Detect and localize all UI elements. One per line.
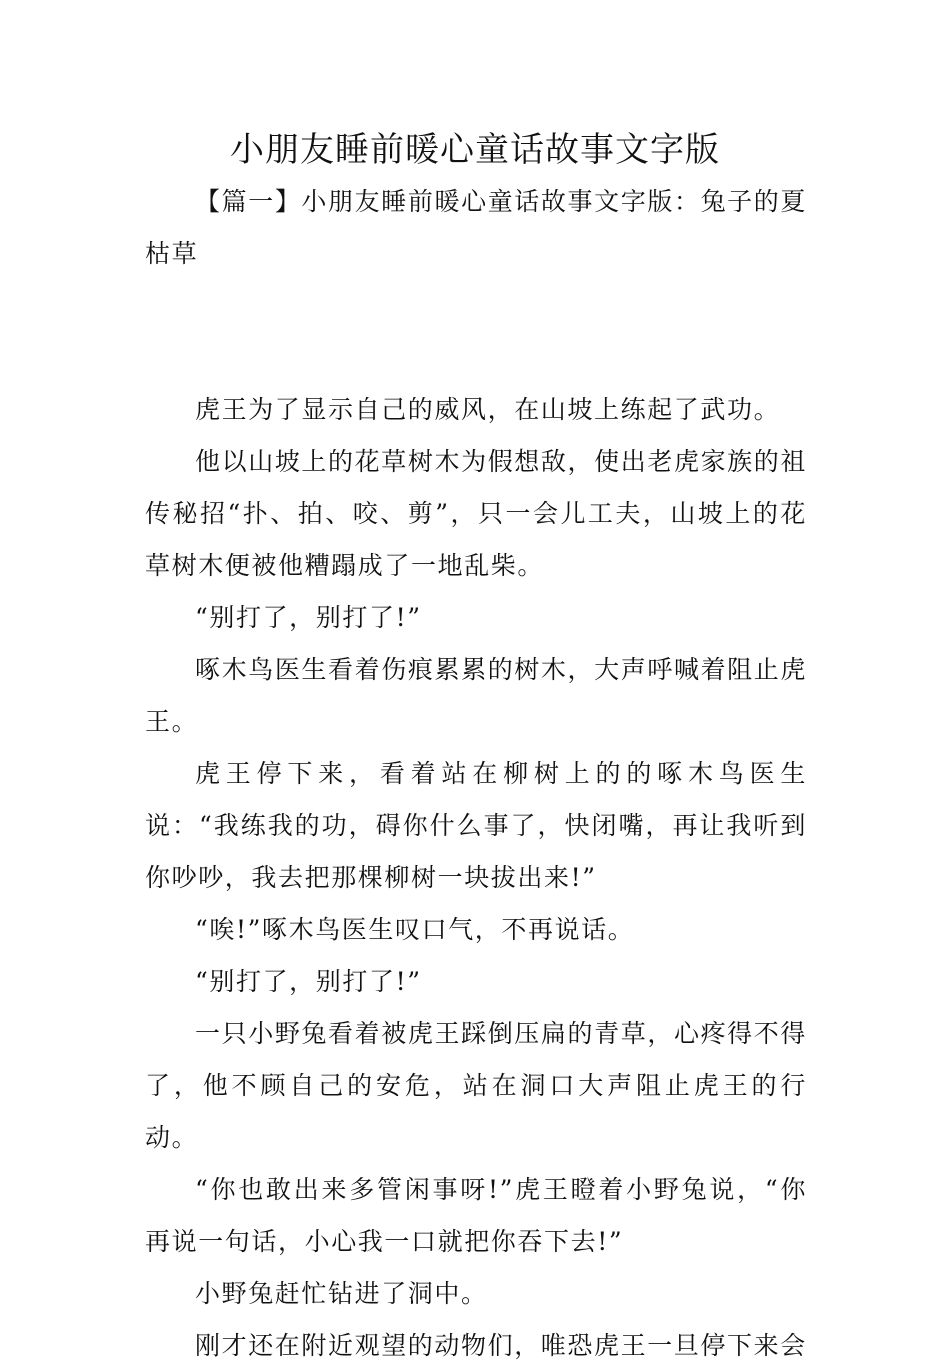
blank-space (145, 280, 807, 384)
section-heading: 【篇一】小朋友睡前暖心童话故事文字版：兔子的夏枯草 (145, 187, 807, 268)
paragraph-3: “别打了，别打了!” (195, 603, 422, 632)
paragraph-7: “别打了，别打了!” (195, 967, 422, 996)
paragraph-11: 刚才还在附近观望的动物们，唯恐虎王一旦停下来会 (195, 1331, 807, 1360)
paragraph-8: 一只小野兔看着被虎王踩倒压扁的青草，心疼得不得了，他不顾自己的安危，站在洞口大声阻止虎王的行动。 (145, 1019, 807, 1152)
paragraph-5: 虎王停下来，看着站在柳树上的的啄木鸟医生说：“我练我的功，碍你什么事了，快闭嘴，再让我听到你吵吵，我去把那棵柳树一块拔出来!” (145, 759, 807, 892)
paragraph-4: 啄木鸟医生看着伤痕累累的树木，大声呼喊着阻止虎王。 (145, 655, 807, 736)
document-body (145, 176, 807, 1372)
paragraph-1: 虎王为了显示自己的威风，在山坡上练起了武功。 (195, 395, 781, 424)
document-title: 小朋友睡前暖心童话故事文字版 (230, 130, 720, 170)
paragraph-2: 他以山坡上的花草树木为假想敌，使出老虎家族的祖传秘招“扑、拍、咬、剪”，只一会儿工夫，山坡上的花草树木便被他糟蹋成了一地乱柴。 (145, 447, 807, 580)
paragraph-6: “唉!”啄木鸟医生叹口气，不再说话。 (195, 915, 635, 944)
paragraph-9: “你也敢出来多管闲事呀!”虎王瞪着小野兔说，“你再说一句话，小心我一口就把你吞下去!” (145, 1175, 807, 1256)
paragraph-10: 小野兔赶忙钻进了洞中。 (195, 1279, 488, 1308)
